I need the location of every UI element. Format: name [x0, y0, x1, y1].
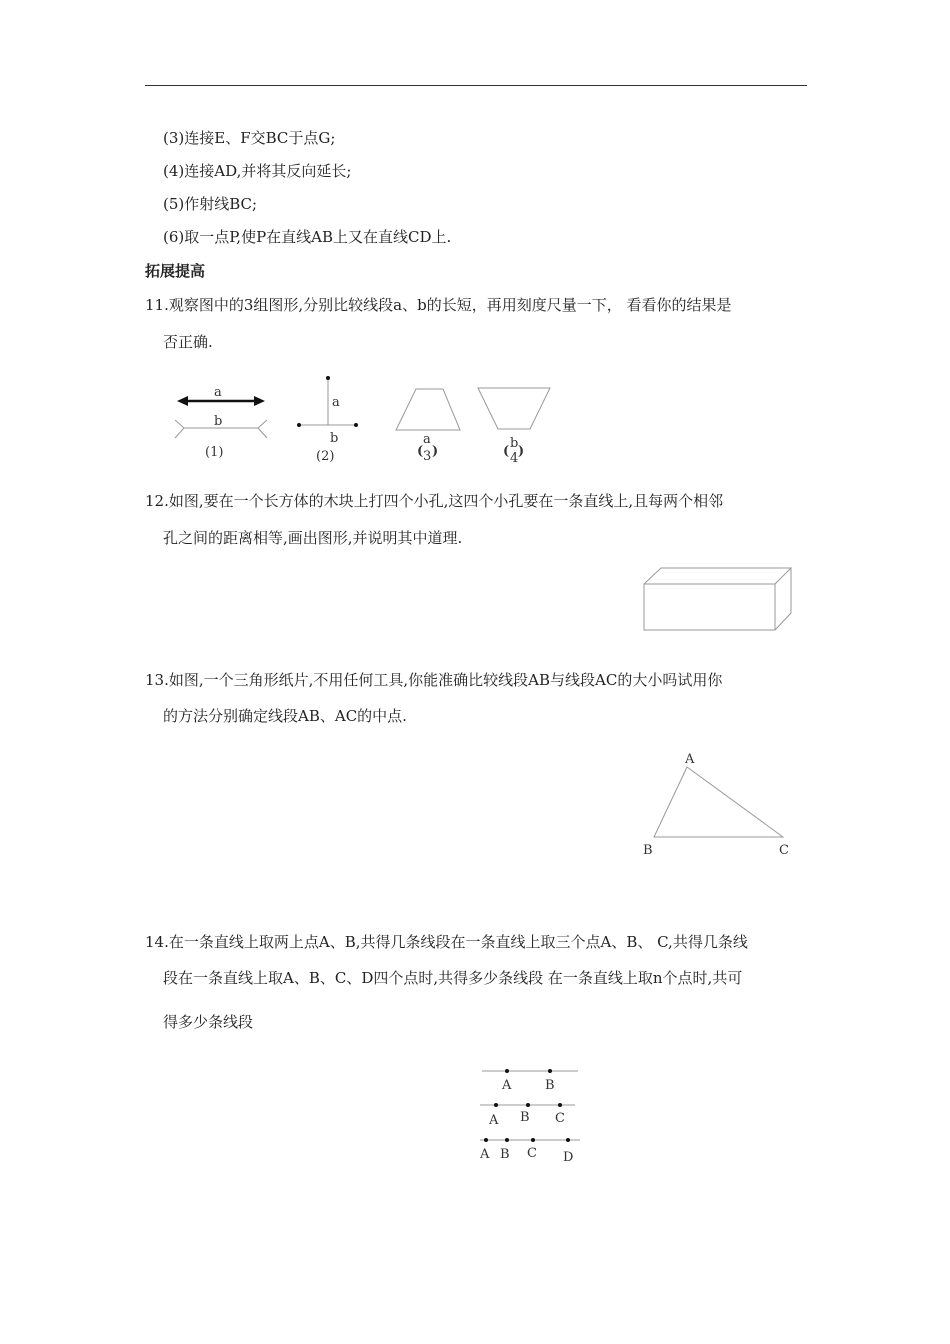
q14-line2: 段在一条直线上取A、B、C、D四个点时,共得多少条线段 在一条直线上取n个点时,共可 [163, 969, 743, 987]
fig2-label-a: a [332, 395, 340, 410]
q13-line2: 的方法分别确定线段AB、AC的中点. [163, 707, 407, 725]
line1-point-b: B [545, 1078, 555, 1093]
line3-point-b: B [500, 1147, 510, 1162]
triangle-abc [654, 767, 783, 837]
line2-point-c: C [555, 1111, 565, 1126]
triangle-vertex-a: A [685, 752, 695, 767]
step-3: (3)连接E、F交BC于点G; [163, 129, 336, 147]
q13-line1: 13.如图,一个三角形纸片,不用任何工具,你能准确比较线段AB与线段AC的大小吗试用你 [145, 671, 723, 689]
q12-line2: 孔之间的距离相等,画出图形,并说明其中道理. [163, 529, 463, 547]
trapezoid [396, 389, 460, 430]
fig4-caption-close: ) [518, 444, 525, 459]
fig3-caption-open: ( [417, 444, 424, 459]
fig2-caption: (2) [316, 449, 335, 464]
line3-point-c: C [527, 1146, 537, 1161]
cuboid-top-face [644, 568, 791, 584]
fig1-caption: (1) [205, 445, 224, 460]
section-heading: 拓展提高 [145, 262, 206, 280]
arrow-right-head [254, 396, 265, 406]
triangle-vertex-b: B [643, 843, 653, 858]
fig2-label-b: b [330, 431, 339, 446]
line1-point-a: A [502, 1078, 512, 1093]
fig3-caption-num: 3 [423, 449, 432, 464]
line2-point-a: A [489, 1113, 499, 1128]
q14-line3: 得多少条线段 [163, 1013, 254, 1031]
step-4: (4)连接AD,并将其反向延长; [163, 162, 352, 180]
line3-point-d: D [563, 1150, 574, 1165]
fig1-label-a: a [214, 385, 222, 400]
cuboid-figure [640, 562, 800, 637]
q11-line2: 否正确. [163, 333, 213, 351]
arrow-left-head [177, 396, 188, 406]
q11-line1: 11.观察图中的3组图形,分别比较线段a、b的长短，再用刻度尺量一下， 看看你的结果是 [145, 296, 732, 314]
triangle-vertex-c: C [779, 843, 789, 858]
triangle-figure [635, 745, 805, 865]
line3-point-a: A [480, 1147, 490, 1162]
fig1-label-b: b [214, 414, 223, 429]
q11-figure [160, 370, 560, 470]
line2-point-b: B [520, 1110, 530, 1125]
q12-line1: 12.如图,要在一个长方体的木块上打四个小孔,这四个小孔要在一条直线上,且每两个相邻 [145, 492, 724, 510]
points-on-lines-figure [470, 1060, 600, 1170]
inverted-trapezoid [478, 388, 550, 429]
fig4-label-b: b [510, 436, 519, 451]
fig3-caption-close: ) [432, 444, 439, 459]
fig4-caption-open: ( [503, 444, 510, 459]
q14-line1: 14.在一条直线上取两上点A、B,共得几条线段在一条直线上取三个点A、B、 C,共得几条线 [145, 933, 748, 951]
cuboid-front-face [644, 584, 775, 630]
fig4-caption-num: 4 [510, 451, 519, 466]
cuboid-side-face [775, 568, 791, 630]
fig3-label-a: a [423, 432, 431, 447]
step-5: (5)作射线BC; [163, 195, 258, 213]
step-6: (6)取一点P,使P在直线AB上又在直线CD上. [163, 228, 452, 246]
header-rule [145, 85, 807, 86]
